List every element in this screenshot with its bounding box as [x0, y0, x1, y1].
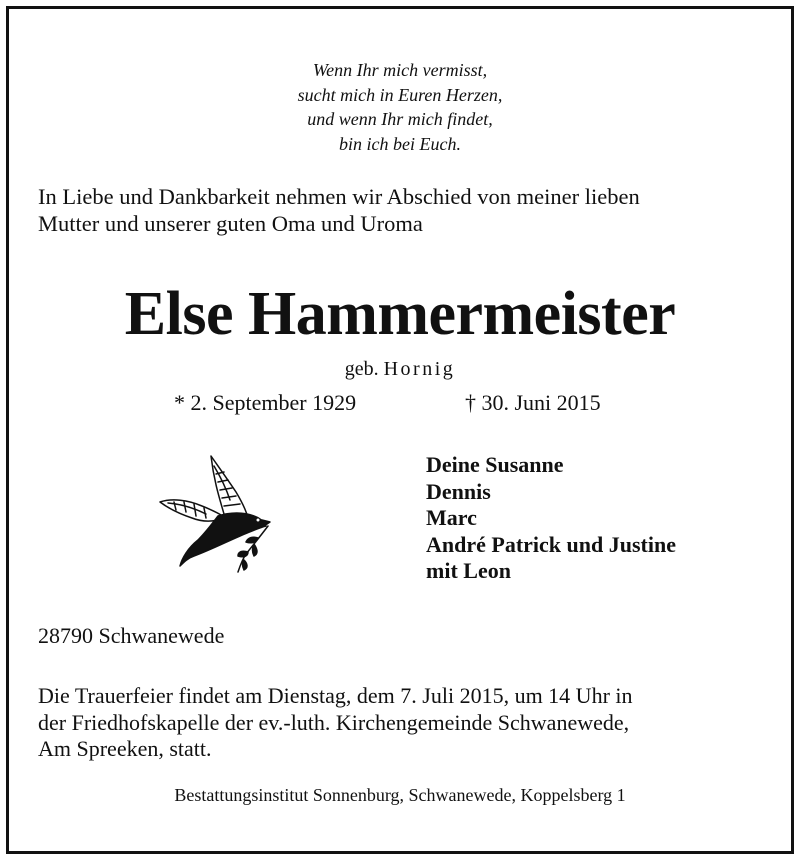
location: 28790 Schwanewede: [38, 623, 225, 648]
funeral-home: Bestattungsinstitut Sonnenburg, Schwanewede, Koppelsberg 1: [174, 785, 626, 805]
poem-line: sucht mich in Euren Herzen,: [297, 84, 503, 105]
maiden-name: Hornig: [383, 358, 456, 380]
poem-line: Wenn Ihr mich vermisst,: [312, 60, 488, 80]
family-member: André Patrick und Justine: [426, 531, 676, 557]
family-member: Dennis: [426, 478, 491, 504]
deceased-name: Else Hammermeister: [124, 280, 676, 348]
ceremony-line: Die Trauerfeier findet am Dienstag, dem 7. Juli 2015, um 14 Uhr in: [38, 683, 633, 708]
poem-line: und wenn Ihr mich findet,: [307, 109, 493, 129]
intro-line: In Liebe und Dankbarkeit nehmen wir Abschied von meiner lieben: [38, 184, 640, 209]
intro-line: Mutter und unserer guten Oma und Uroma: [38, 211, 423, 236]
farewell-intro: [38, 183, 768, 237]
maiden-prefix: geb.: [344, 358, 379, 380]
dove-with-olive-branch-icon: [158, 452, 274, 574]
ceremony-line: Am Spreeken, statt.: [38, 736, 212, 761]
family-member: Marc: [426, 505, 477, 530]
birth-date: * 2. September 1929: [174, 390, 357, 415]
death-date: † 30. Juni 2015: [465, 390, 601, 415]
family-member: mit Leon: [426, 558, 511, 583]
memorial-poem: [0, 58, 800, 156]
maiden-name-line: [0, 356, 800, 382]
funeral-ceremony-info: [38, 683, 778, 763]
poem-line: bin ich bei Euch.: [339, 133, 461, 154]
family-member: Deine Susanne: [426, 452, 564, 477]
family-signatures: [426, 452, 676, 585]
ceremony-line: der Friedhofskapelle der ev.-luth. Kirchengemeinde Schwanewede,: [38, 709, 630, 735]
